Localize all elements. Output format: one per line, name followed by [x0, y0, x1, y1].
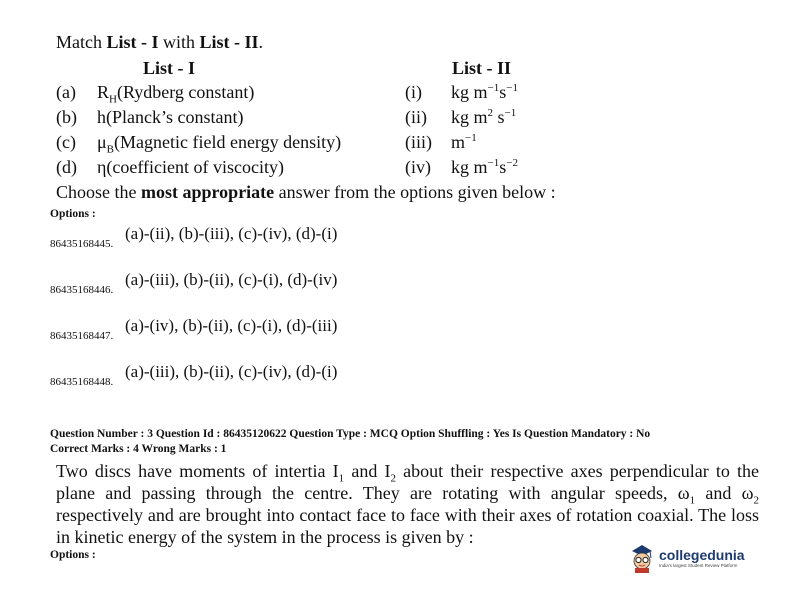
row-letter: (a)	[56, 82, 76, 102]
row-letter: (b)	[56, 107, 77, 127]
row-roman: (iii)	[405, 132, 432, 152]
marks-meta: Correct Marks : 4 Wrong Marks : 1	[50, 443, 227, 455]
question-body: Two discs have moments of intertia $I_1$ and $I_2$ about their respective axes perpendicular to the plane and passing through the centre. They are rotating with angular speeds, $\omega_1$ and $\omega_2$ respectively and are brought into contact face to face with their axes of rotation coaxial. The loss in kinetic energy of the system in the process is given by :	[56, 461, 760, 547]
choose-instruction: Choose the most appropriate answer from the options given below :	[56, 182, 556, 202]
row-quantity: $R_H(Rydberg$ constant)	[97, 82, 255, 106]
row-unit: kg $m^{-1}s^{-2}$	[451, 157, 518, 177]
list1-header: List - I	[143, 58, 196, 78]
row-quantity: $\mu_B(Magnetic$ field energy density)	[97, 132, 342, 156]
row-unit: $m^{-1}$	[451, 132, 477, 152]
row-roman: (iv)	[405, 157, 431, 177]
row-letter: (c)	[56, 132, 76, 152]
collegedunia-logo	[628, 541, 745, 573]
row-quantity: h(Planck’s constant)	[97, 107, 244, 127]
question-prompt: Match List - I with List - II.	[56, 32, 264, 52]
option-text[interactable]: (a)-(iii), (b)-(ii), (c)-(i), (d)-(iv)	[125, 270, 338, 289]
brand-tagline: India's largest Student Review Platform	[659, 562, 738, 568]
row-letter: (d)	[56, 157, 77, 177]
row-quantity: η(coefficient of viscocity)	[97, 157, 285, 177]
row-roman: (i)	[405, 82, 422, 102]
option-text[interactable]: (a)-(iv), (b)-(ii), (c)-(i), (d)-(iii)	[125, 316, 338, 335]
option-id: 86435168448.	[50, 376, 114, 388]
list2-header: List - II	[452, 58, 512, 78]
options-label: Options :	[50, 208, 96, 220]
question-meta: Question Number : 3 Question Id : 86435120622 Question Type : MCQ Option Shuffling : Yes Is Question Mandatory : No	[50, 428, 651, 440]
option-id: 86435168445.	[50, 238, 114, 250]
options-label-q3: Options :	[50, 549, 96, 561]
row-roman: (ii)	[405, 107, 427, 127]
mascot-icon	[628, 541, 656, 573]
option-id: 86435168446.	[50, 284, 114, 296]
row-unit: kg $m^{-1}s^{-1}$	[451, 82, 518, 102]
row-unit: kg $m^2$ $s^{-1}$	[451, 107, 517, 127]
option-text[interactable]: (a)-(iii), (b)-(ii), (c)-(iv), (d)-(i)	[125, 362, 338, 381]
brand-name: collegedunia	[659, 546, 745, 563]
option-text[interactable]: (a)-(ii), (b)-(iii), (c)-(iv), (d)-(i)	[125, 224, 338, 243]
option-id: 86435168447.	[50, 330, 114, 342]
